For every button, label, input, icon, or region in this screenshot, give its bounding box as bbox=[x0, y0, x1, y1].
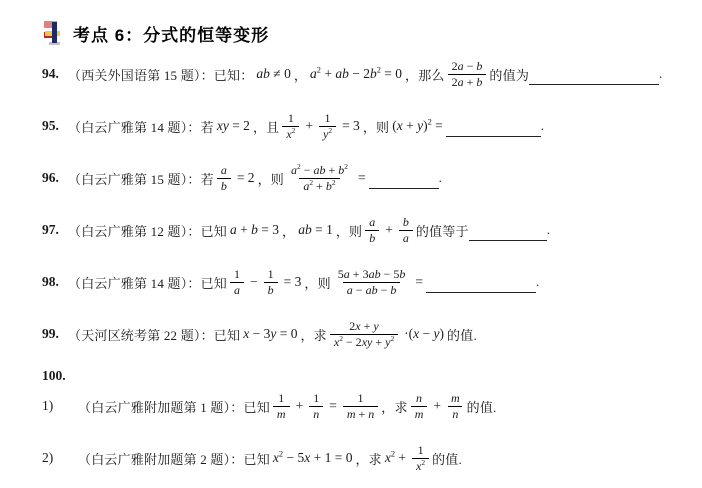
math-expression: ab ≠ 0 bbox=[256, 66, 291, 81]
problem-row bbox=[42, 440, 666, 476]
math-expression: = bbox=[329, 398, 337, 413]
math-fraction bbox=[411, 391, 428, 420]
fraction-numerator: 1 bbox=[417, 443, 424, 458]
problem-row bbox=[42, 160, 666, 196]
problem-row bbox=[42, 56, 666, 92]
problem-number: 98. bbox=[42, 274, 59, 289]
problem-text: ，那么 bbox=[405, 67, 445, 83]
math-fraction bbox=[273, 391, 290, 420]
math-fraction bbox=[282, 111, 299, 140]
math-fraction bbox=[319, 111, 336, 140]
math-fraction bbox=[365, 215, 379, 244]
icon-part bbox=[44, 21, 52, 28]
problem-text: （天河区统考第 22 题）：已知 bbox=[68, 327, 241, 343]
math-fraction bbox=[230, 267, 244, 296]
fraction-denominator: b bbox=[264, 282, 278, 297]
fraction-denominator: m bbox=[273, 406, 290, 421]
math-expression: ab = 1 bbox=[298, 222, 333, 237]
problem-text: （白云广雅第 12 题）：已知 bbox=[68, 223, 228, 239]
fraction-numerator: 1 bbox=[357, 391, 364, 406]
fraction-numerator: a bbox=[220, 163, 227, 178]
fraction-numerator: 1 bbox=[278, 391, 285, 406]
problem-number: 96. bbox=[42, 170, 59, 185]
fraction-denominator: $x^2$ bbox=[282, 126, 299, 141]
problem-text: . bbox=[659, 66, 663, 81]
math-expression: xy = 2 bbox=[216, 118, 250, 133]
answer-blank bbox=[446, 124, 541, 137]
problem-number: 97. bbox=[42, 222, 59, 237]
math-fraction bbox=[309, 391, 323, 420]
math-expression: + bbox=[433, 398, 441, 413]
problem-text: ，求 bbox=[381, 399, 408, 415]
problem-text: ，求 bbox=[300, 327, 327, 343]
problem-text: 的值. bbox=[447, 327, 477, 343]
problem-text: （白云广雅附加题第 1 题）：已知 bbox=[78, 399, 270, 415]
problem-text: . bbox=[535, 274, 540, 289]
math-expression: $(x + y)^2$ = bbox=[392, 117, 443, 133]
math-expression: $x^2 - 5x + 1 = 0$ bbox=[272, 449, 353, 465]
problem-text: （白云广雅第 14 题）：若 bbox=[68, 119, 214, 135]
problem-text: . bbox=[438, 170, 443, 185]
math-fraction bbox=[287, 163, 352, 192]
problem-row bbox=[42, 264, 666, 300]
problem-text: . bbox=[540, 118, 545, 133]
math-expression: ·(x − y) bbox=[404, 326, 445, 341]
math-fraction bbox=[343, 391, 378, 420]
problem-text: . bbox=[546, 222, 551, 237]
fraction-denominator: m bbox=[411, 406, 428, 421]
math-expression: = 2 bbox=[236, 170, 255, 185]
fraction-numerator: 1 bbox=[287, 111, 294, 126]
math-fraction bbox=[217, 163, 231, 192]
math-fraction bbox=[412, 443, 429, 472]
math-fraction bbox=[264, 267, 278, 296]
math-fraction bbox=[447, 391, 464, 420]
math-expression: x − 3y = 0 bbox=[243, 326, 298, 341]
math-expression: = 3 bbox=[342, 118, 360, 133]
fraction-numerator: n bbox=[416, 391, 423, 406]
answer-blank bbox=[369, 176, 439, 189]
problem-list bbox=[42, 56, 666, 476]
answer-blank bbox=[529, 72, 659, 85]
fraction-numerator: 1 bbox=[267, 267, 274, 282]
math-fraction bbox=[399, 215, 413, 244]
fraction-numerator: a bbox=[369, 215, 376, 230]
problem-number: 2) bbox=[42, 450, 54, 465]
problem-row bbox=[42, 212, 666, 248]
fraction-denominator: a bbox=[230, 282, 244, 297]
problem-number: 99. bbox=[42, 326, 59, 341]
fraction-denominator: m + n bbox=[343, 406, 378, 421]
page-title: 考点 6：分式的恒等变形 bbox=[73, 25, 270, 45]
problem-number: 95. bbox=[42, 118, 59, 133]
problem-text: ，则 bbox=[304, 275, 331, 291]
icon-part bbox=[52, 22, 57, 43]
problem-text: （西关外国语第 15 题）：已知： bbox=[68, 67, 254, 83]
problem-row bbox=[42, 368, 666, 384]
math-fraction bbox=[448, 59, 487, 88]
fraction-numerator: b bbox=[402, 215, 409, 230]
math-expression: = 3 bbox=[283, 274, 302, 289]
fraction-numerator: 1 bbox=[324, 111, 331, 126]
math-expression: = bbox=[357, 170, 366, 185]
fraction-numerator: 1 bbox=[313, 391, 320, 406]
problem-text: ，则 bbox=[257, 171, 284, 187]
fraction-denominator: a bbox=[399, 230, 413, 245]
fraction-numerator: 1 bbox=[234, 267, 241, 282]
problem-row bbox=[42, 388, 666, 424]
problem-text: （白云广雅第 14 题）：已知 bbox=[68, 275, 228, 291]
math-expression: + bbox=[385, 222, 393, 237]
problem-row bbox=[42, 316, 666, 352]
math-expression: $a^2$ + ab − $2b^2 = 0$ bbox=[310, 65, 403, 81]
fraction-denominator: b bbox=[217, 178, 231, 193]
math-expression: a + b = 3 bbox=[230, 222, 280, 237]
answer-blank bbox=[469, 228, 547, 241]
fraction-denominator: n bbox=[309, 406, 323, 421]
math-expression: = bbox=[415, 274, 423, 289]
math-expression: $x^2$ + bbox=[384, 449, 407, 465]
problem-text: 的值. bbox=[466, 399, 497, 415]
fraction-numerator: 2a − b bbox=[451, 59, 483, 74]
fraction-denominator: $a^2 + b^2$ bbox=[299, 178, 339, 193]
problem-row bbox=[42, 108, 666, 144]
problem-number: 100. bbox=[42, 368, 66, 383]
fraction-numerator: m bbox=[450, 391, 460, 406]
math-fraction bbox=[330, 319, 398, 348]
problem-text: ， bbox=[282, 223, 296, 239]
problem-text: ， bbox=[293, 67, 308, 83]
fraction-denominator: 2a + b bbox=[448, 74, 487, 89]
problem-text: 的值为 bbox=[489, 67, 530, 83]
fraction-denominator: $y^2$ bbox=[319, 126, 336, 141]
fraction-denominator: $x^2 - 2xy + y^2$ bbox=[330, 334, 398, 349]
answer-blank bbox=[426, 280, 536, 293]
problem-text: ，且 bbox=[252, 119, 280, 135]
fraction-numerator: 5a + 3ab − 5b bbox=[337, 267, 406, 282]
math-expression: + bbox=[295, 398, 304, 413]
problem-text: 的值. bbox=[432, 451, 462, 467]
problem-text: 的值等于 bbox=[415, 223, 469, 239]
fraction-denominator: $x^2$ bbox=[412, 458, 429, 473]
section-header bbox=[44, 20, 666, 46]
fraction-numerator: $a^2$ − ab + $b^2$ bbox=[290, 162, 348, 178]
problem-text: ，则 bbox=[362, 119, 390, 135]
problem-text: ，则 bbox=[335, 223, 363, 239]
problem-text: （白云广雅附加题第 2 题）：已知 bbox=[78, 451, 270, 467]
problem-number: 94. bbox=[42, 66, 59, 81]
fraction-numerator: 2x + y bbox=[349, 319, 379, 334]
math-expression: + bbox=[305, 118, 314, 133]
math-expression: − bbox=[250, 274, 258, 289]
plus-bullet-icon bbox=[44, 21, 64, 45]
fraction-denominator: a − ab − b bbox=[343, 282, 401, 297]
fraction-denominator: n bbox=[448, 406, 462, 421]
problem-text: ，求 bbox=[355, 451, 382, 467]
math-fraction bbox=[334, 267, 410, 296]
fraction-denominator: b bbox=[365, 230, 379, 245]
problem-text: （白云广雅第 15 题）：若 bbox=[68, 171, 214, 187]
problem-number: 1) bbox=[42, 398, 54, 413]
